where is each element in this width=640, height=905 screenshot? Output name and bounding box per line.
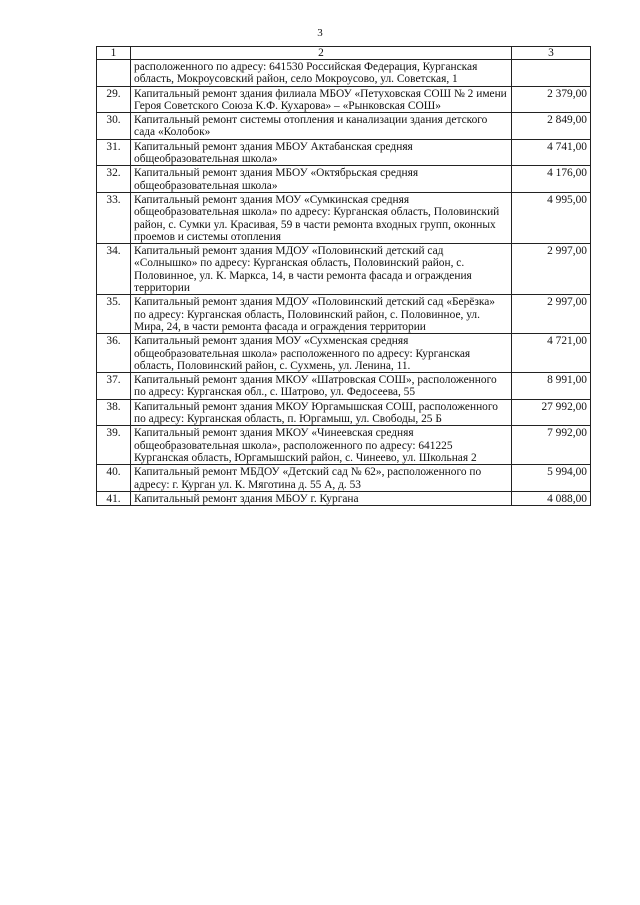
row-amount: 7 992,00 [512, 426, 591, 465]
header-col-1: 1 [97, 47, 131, 60]
row-number: 36. [97, 334, 131, 373]
row-description: Капитальный ремонт здания МКОУ «Чинеевская средняя общеобразовательная школа», расположенного по адресу: 641225 Курганская область, Юргамышский район, с. Чинеево, ул. Школьная 2 [131, 426, 512, 465]
row-number: 37. [97, 373, 131, 400]
row-number: 30. [97, 113, 131, 140]
row-number: 32. [97, 166, 131, 193]
row-amount: 4 721,00 [512, 334, 591, 373]
row-amount: 2 849,00 [512, 113, 591, 140]
table-header-row [97, 47, 591, 60]
row-number: 38. [97, 399, 131, 426]
table-row [97, 244, 591, 295]
row-description: расположенного по адресу: 641530 Российская Федерация, Курганская область, Мокроусовский район, село Мокроусово, ул. Советская, 1 [131, 60, 512, 87]
table-row [97, 192, 591, 243]
row-description: Капитальный ремонт здания МОУ «Сухменская средняя общеобразовательная школа» расположенного по адресу: Курганская область, Половинский район, с. Сухмень, ул. Ленина, 11. [131, 334, 512, 373]
row-amount: 8 991,00 [512, 373, 591, 400]
row-amount: 4 995,00 [512, 192, 591, 243]
row-description: Капитальный ремонт системы отопления и канализации здания детского сада «Колобок» [131, 113, 512, 140]
row-number: 33. [97, 192, 131, 243]
table-row [97, 139, 591, 166]
row-description: Капитальный ремонт здания МБОУ Актабанская средняя общеобразовательная школа» [131, 139, 512, 166]
table-row [97, 426, 591, 465]
row-amount: 5 994,00 [512, 465, 591, 492]
row-number: 34. [97, 244, 131, 295]
row-description: Капитальный ремонт здания МДОУ «Половинский детский сад «Солнышко» по адресу: Курганская область, Половинский район, с. Половинное, ул. К. Маркса, 14, в части ремонта фасада и ограждения территории [131, 244, 512, 295]
row-amount: 4 176,00 [512, 166, 591, 193]
row-description: Капитальный ремонт здания МБОУ «Октябрьская средняя общеобразовательная школа» [131, 166, 512, 193]
row-number: 41. [97, 491, 131, 505]
row-description: Капитальный ремонт здания МБОУ г. Кургана [131, 491, 512, 505]
row-number: 40. [97, 465, 131, 492]
row-number: 35. [97, 295, 131, 334]
table-row [97, 113, 591, 140]
table-row [97, 399, 591, 426]
table-row [97, 166, 591, 193]
row-amount: 4 741,00 [512, 139, 591, 166]
row-amount: 2 379,00 [512, 86, 591, 113]
table-row [97, 334, 591, 373]
row-number: 31. [97, 139, 131, 166]
row-description: Капитальный ремонт здания филиала МБОУ «Петуховская СОШ № 2 имени Героя Советского Союза К.Ф. Кухарова» – «Рынковская СОШ» [131, 86, 512, 113]
works-table [96, 46, 591, 506]
row-amount: 2 997,00 [512, 295, 591, 334]
table-row [97, 465, 591, 492]
works-table-body [97, 47, 591, 506]
table-row [97, 491, 591, 505]
table-row [97, 86, 591, 113]
row-amount: 27 992,00 [512, 399, 591, 426]
row-description: Капитальный ремонт здания МКОУ «Шатровская СОШ», расположенного по адресу: Курганская обл., с. Шатрово, ул. Федосеева, 55 [131, 373, 512, 400]
page-number: 3 [317, 27, 323, 39]
row-number: 39. [97, 426, 131, 465]
row-amount: 2 997,00 [512, 244, 591, 295]
header-col-3: 3 [512, 47, 591, 60]
table-row [97, 373, 591, 400]
row-description: Капитальный ремонт здания МДОУ «Половинский детский сад «Берёзка» по адресу: Курганская область, Половинский район, с. Половинное, ул. Мира, 24, в части ремонта фасада и ограждения территории [131, 295, 512, 334]
row-description: Капитальный ремонт здания МКОУ Юргамышская СОШ, расположенного по адресу: Курганская область, п. Юргамыш, ул. Свободы, 25 Б [131, 399, 512, 426]
row-amount [512, 60, 591, 87]
table-row [97, 295, 591, 334]
header-col-2: 2 [131, 47, 512, 60]
row-number: 29. [97, 86, 131, 113]
row-description: Капитальный ремонт МБДОУ «Детский сад № 62», расположенного по адресу: г. Курган ул. К. Мяготина д. 55 А, д. 53 [131, 465, 512, 492]
row-number [97, 60, 131, 87]
row-amount: 4 088,00 [512, 491, 591, 505]
table-row [97, 60, 591, 87]
row-description: Капитальный ремонт здания МОУ «Сумкинская средняя общеобразовательная школа» по адресу: Курганская область, Половинский район, с. Сумки ул. Красивая, 59 в части ремонта входных групп, оконных проемов и системы отопления [131, 192, 512, 243]
